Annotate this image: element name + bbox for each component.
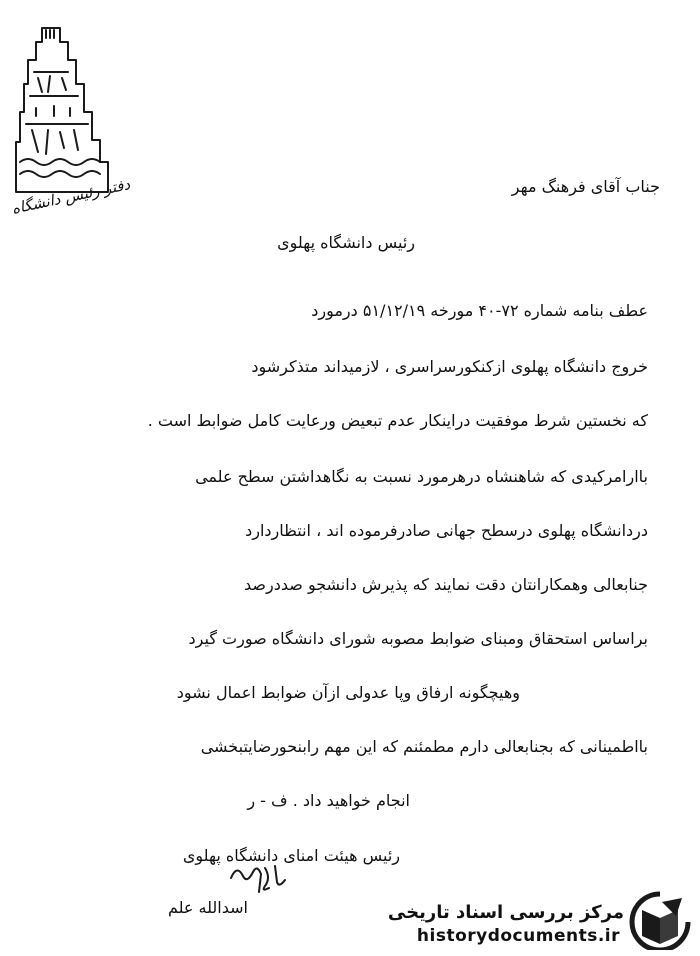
watermark-url[interactable]: historydocuments.ir xyxy=(416,926,620,946)
watermark-org-name: مرکز بررسی اسناد تاریخی xyxy=(387,902,624,923)
addressee-title: رئیس دانشگاه پهلوی xyxy=(277,233,415,252)
body-line: براساس استحقاق ومبنای ضوابط مصوبه شورای دانشگاه صورت گیرد xyxy=(188,629,648,648)
addressee-line: جناب آقای فرهنگ مهر xyxy=(511,177,660,196)
body-line: بااطمینانی که بجنابعالی دارم مطمئنم که این مهم رابنحورضایتبخشی xyxy=(200,737,648,756)
body-line: دردانشگاه پهلوی درسطح جهانی صادرفرموده اند ، انتظاردارد xyxy=(245,521,648,540)
body-line: باارامرکیدی که شاهنشاه درهرمورد نسبت به نگاهداشتن سطح علمی xyxy=(195,467,648,486)
letterhead-caption: دفتر رئیس دانشگاه xyxy=(10,175,132,218)
body-line: که نخستین شرط موفقیت دراینکار عدم تبعیض ورعایت کامل ضوابط است . xyxy=(147,411,648,430)
body-line: وهیچگونه ارفاق وپا عدولی ازآن ضوابط اعمال نشود xyxy=(176,683,520,702)
handwritten-signature xyxy=(225,858,295,898)
body-line: عطف بنامه شماره ۷۲-۴۰ مورخه ۵۱/۱۲/۱۹ درمورد xyxy=(311,301,648,320)
signature-title: رئیس هیئت امنای دانشگاه پهلوی xyxy=(182,846,400,865)
body-line: خروج دانشگاه پهلوی ازکنکورسراسری ، لازمیداند متذکرشود xyxy=(251,357,648,376)
signatory-name: اسدالله علم xyxy=(167,898,248,917)
book-icon xyxy=(628,890,692,950)
body-line: جنابعالی وهمکارانتان دقت نمایند که پذیرش دانشجو صددرصد xyxy=(244,575,648,594)
body-line: انجام خواهید داد . ف - ر xyxy=(247,791,410,810)
